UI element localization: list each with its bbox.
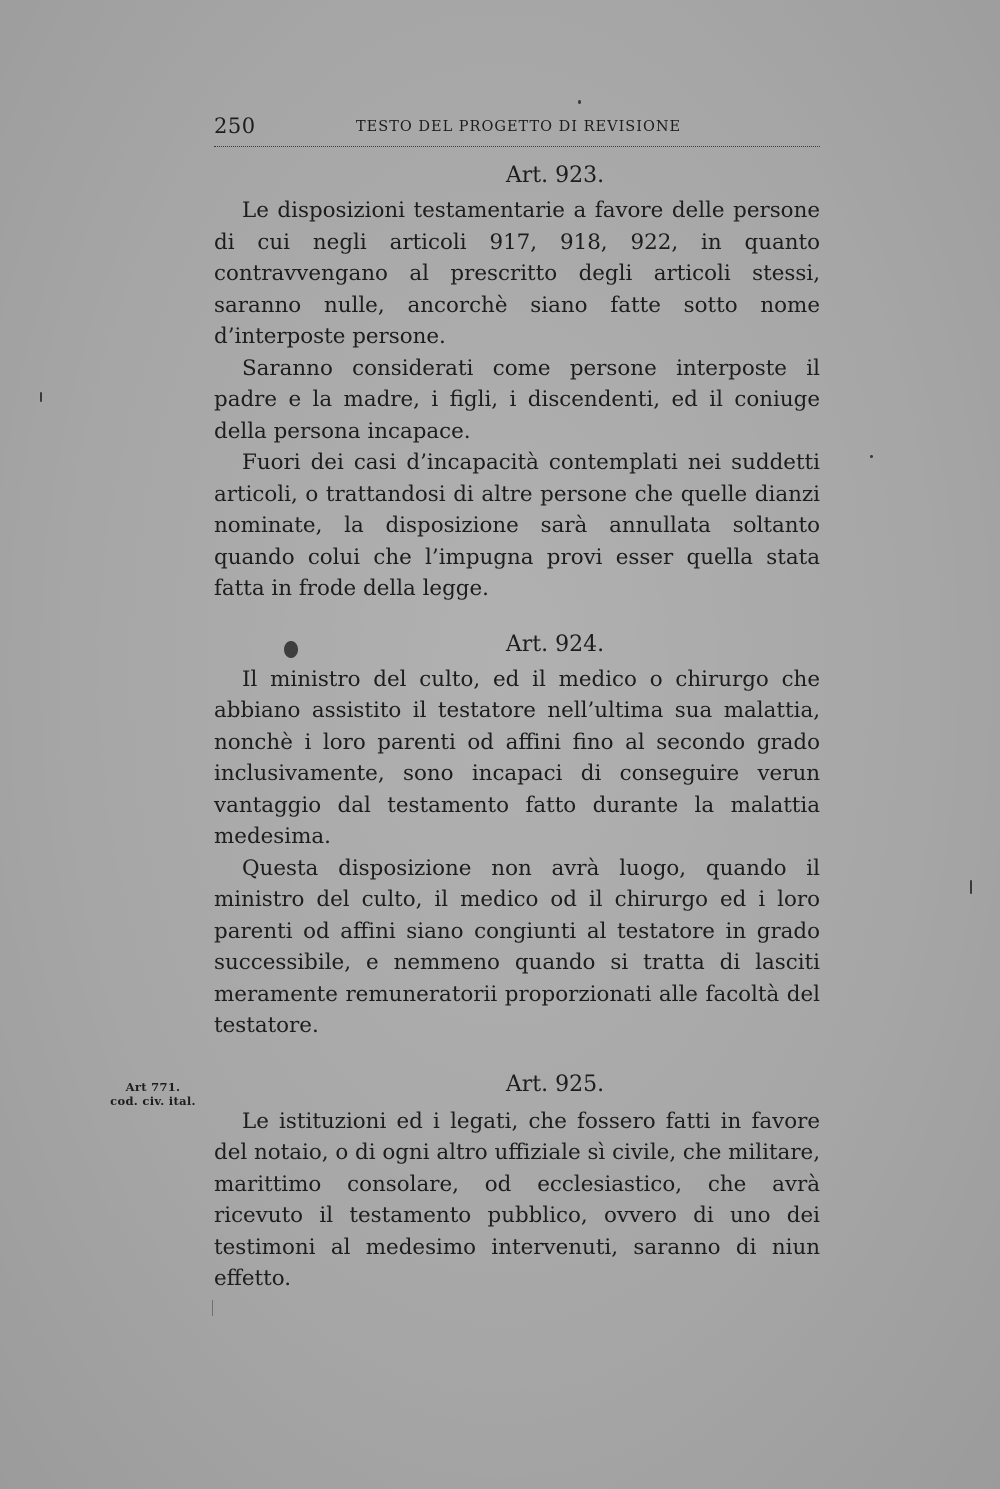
margin-note-line: cod. civ. ital. [110, 1094, 196, 1108]
paper-speck [870, 455, 873, 458]
paragraph: Le disposizioni testamentarie a favore delle persone di cui negli articoli 917, 918, 922, in quanto contravvengano al prescritto degli articoli stessi, saranno nulle, ancorchè siano fatte sotto nome d’interposte persone. [214, 198, 820, 349]
article-923 [214, 160, 820, 605]
page-header [214, 114, 820, 144]
paragraph: Fuori dei casi d’incapacità contemplati nei suddetti articoli, o trattandosi di altre persone che quelle dianzi nominate, la disposizione sarà annullata soltanto quando colui che l’impugna provi esser quella stata fatta in frode della legge. [214, 450, 820, 601]
article-924 [214, 629, 820, 1042]
page-number: 250 [214, 114, 256, 138]
article-heading: Art. 923. [505, 163, 605, 188]
margin-note [100, 1080, 206, 1108]
running-title: TESTO DEL PROGETTO DI REVISIONE [356, 119, 682, 135]
margin-note-line: Art 771. [125, 1080, 181, 1094]
paper-speck [578, 100, 581, 104]
header-rule [214, 146, 820, 147]
paper-speck [970, 880, 972, 894]
paper-speck [40, 392, 42, 402]
body-text [214, 160, 820, 1295]
ink-blot [284, 641, 298, 658]
paragraph: Saranno considerati come persone interposte il padre e la madre, i figli, i discendenti, ed il coniuge della persona incapace. [214, 355, 820, 444]
article-heading: Art. 925. [505, 1071, 605, 1097]
paragraph: Le istituzioni ed i legati, che fossero fatti in favore del notaio, o di ogni altro uffiziale sì civile, che militare, marittimo consolare, od ecclesiastico, che avrà ricevuto il testamento pubblico, ovvero di uno dei testimoni al medesimo intervenuti, saranno di niun effetto. [214, 1108, 820, 1291]
paragraph: Questa disposizione non avrà luogo, quando il ministro del culto, il medico od il chirurgo ed i loro parenti od affini siano congiunti al testatore in grado successibile, e nemmeno quando si tratta di lasciti meramente remuneratorii proporzionati alle facoltà del testatore. [214, 855, 820, 1038]
paper-speck [212, 1300, 213, 1316]
article-925 [214, 1069, 820, 1295]
article-heading: Art. 924. [505, 631, 605, 657]
paragraph: Il ministro del culto, ed il medico o chirurgo che abbiano assistito il testatore nell’ultima sua malattia, nonchè i loro parenti od affini fino al secondo grado inclusivamente, sono incapaci di conseguire verun vantaggio dal testamento fatto durante la malattia medesima. [214, 666, 820, 849]
